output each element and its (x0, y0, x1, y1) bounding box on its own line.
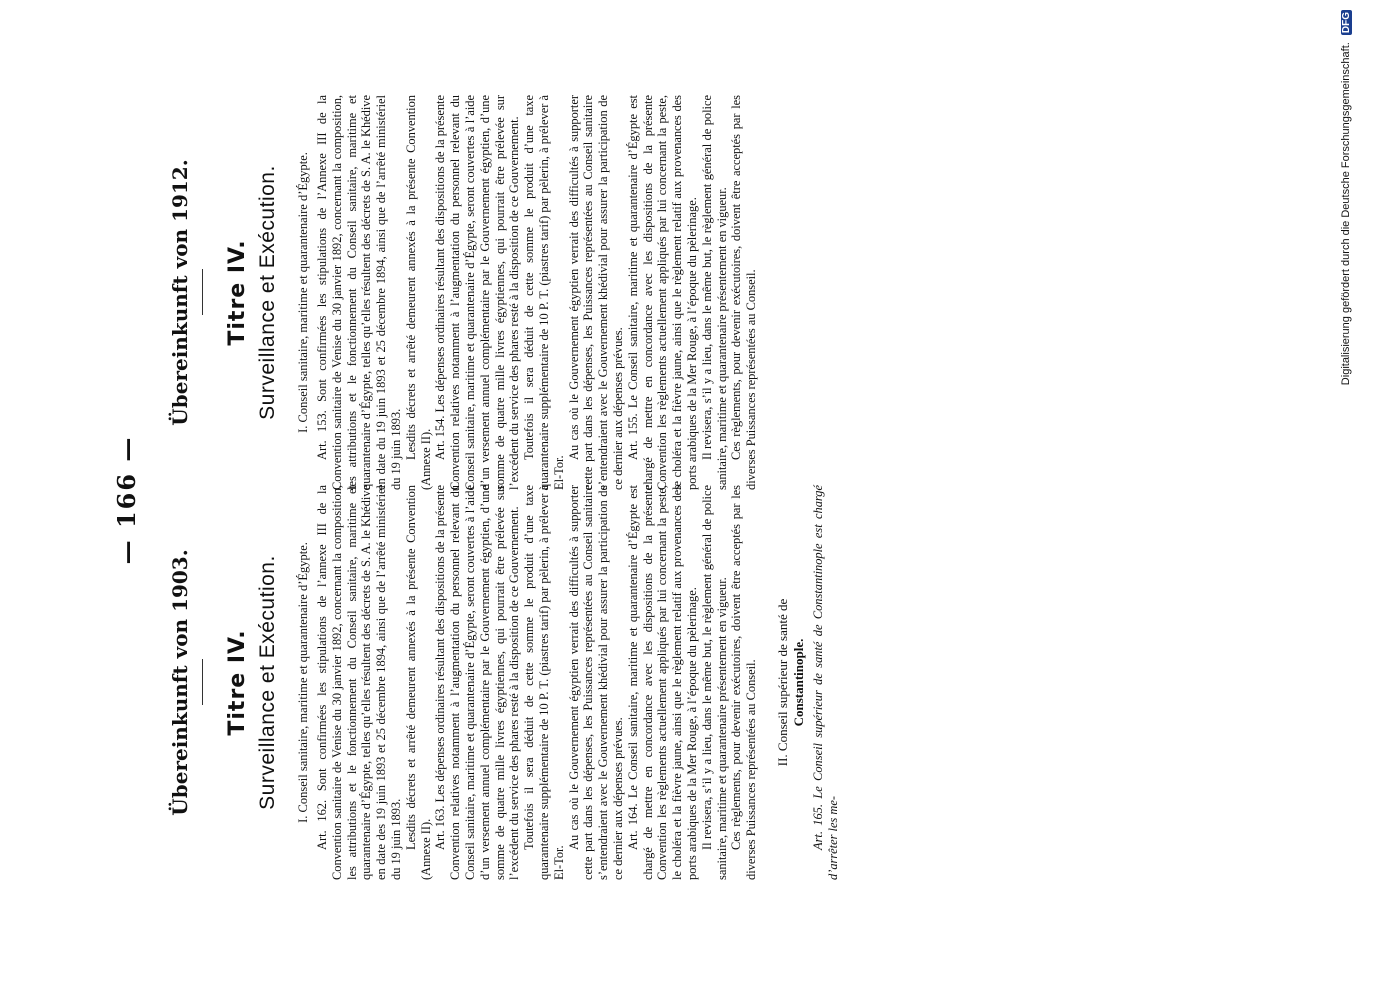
dfg-logo: DFG (1341, 12, 1352, 34)
column-1903 (150, 485, 841, 880)
subtitle-heading: Surveillance et Exécution. (256, 555, 279, 810)
section-heading: I. Conseil sanitaire, maritime et quarantenaire d’Égypte. (296, 542, 310, 823)
paragraph: Au cas où le Gouvernement égyptien verrait des difficultés à supporter cette part dans les dépenses, les Puissances représentées au Conseil sanitaire s’entendraient avec le Gouvernement khédivial pour assurer la participation de ce dernier aux dépenses prévues. (566, 95, 625, 490)
title-heading: Titre IV. (225, 239, 250, 346)
paragraph: Lesdits décrets et arrêté demeurent annexés à la présente Convention (Annexe II). (403, 95, 433, 490)
paragraph: Ces règlements, pour devenir exécutoires, doivent être acceptés par les diverses Puissances représentées au Conseil. (729, 485, 759, 880)
paragraph: Art. 153. Sont confirmées les stipulations de l’Annexe III de la Convention sanitaire de Venise du 30 janvier 1892, concernant la composition, les attributions et le fonctionnement du Conseil sanitaire, maritime et quarantenaire d’Égypte, telles qu’elles résultent des décrets de S. A. le Khédive en date du 19 juin 1893 et 25 décembre 1894, ainsi que de l’arrêté ministériel du 19 juin 1893. (315, 95, 403, 490)
paragraph: Toutefois il sera déduit de cette somme le produit d’une taxe quarantenaire supplémentaire de 10 P. T. (piastres tarif) par pèlerin, à prélever à El-Tor. (522, 95, 566, 490)
section-heading-2 (775, 505, 807, 860)
paragraph: Art. 154. Les dépenses ordinaires résultant des dispositions de la présente Convention relatives notamment à l’augmentation du personnel relevant du Conseil sanitaire, maritime et quarantenaire d’Égypte, seront couvertes à l’aide d’un versement annuel complémentaire par le Gouvernement égyptien, d’une somme de quatre mille livres égyptiennes, qui pourrait être prélevée sur l’excédent du service des phares resté à la disposition de ce Gouvernement. (433, 95, 522, 490)
section-heading: I. Conseil sanitaire, maritime et quarantenaire d’Égypte. (296, 152, 310, 433)
paragraph: Art. 162. Sont confirmées les stipulations de l’annexe III de la Convention sanitaire de Venise du 30 janvier 1892, concernant la composition, les attributions et le fonctionnement du Conseil sanitaire, maritime et quarantenaire d’Égypte, telles qu’elles résultent des décrets de S. A. le Khédive en date des 19 juin 1893 et 25 décembre 1894, ainsi que de l’arrêté ministériel du 19 juin 1893. (315, 485, 403, 880)
subtitle-heading: Surveillance et Exécution. (256, 165, 279, 420)
header-rule (202, 270, 203, 316)
column-header: Übereinkunft von 1912. (168, 159, 192, 426)
attribution-text: Digitalisierung gefördert durch die Deutsche Forschungsgemeinschaft. (1340, 42, 1352, 386)
section-heading-2-line2: Constantinople. (790, 638, 806, 727)
column-1912 (150, 95, 759, 490)
section-heading-2-line1: II. Conseil supérieur de santé de (774, 598, 790, 767)
paragraph: Art. 163. Les dépenses ordinaires résultant des dispositions de la présente Convention relatives notamment à l’augmentation du personnel relevant du Conseil sanitaire, maritime et quarantenaire d’Égypte, seront couvertes à l’aide d’un versement annuel complémentaire par le Gouvernement égyptien, d’une somme de quatre mille livres égyptiennes, qui pourrait être prélevée sur l’excédent du service des phares resté à la disposition de ce Gouvernement. (433, 485, 522, 880)
paragraph: Au cas où le Gouvernement égyptien verrait des difficultés à supporter cette part dans les dépenses, les Puissances représentées au Conseil sanitaire s’entendraient avec le Gouvernement khédivial pour assurer la participation de ce dernier aux dépenses prévues. (566, 485, 625, 880)
header-rule (202, 660, 203, 706)
paragraph: Ces règlements, pour devenir exécutoires, doivent être acceptés par les diverses Puissances représentées au Conseil. (729, 95, 759, 490)
paragraph: Lesdits décrets et arrêté demeurent annexés à la présente Convention (Annexe II). (403, 485, 433, 880)
paragraph: Toutefois il sera déduit de cette somme le produit d’une taxe quarantenaire supplémentaire de 10 P. T. (piastres tarif) par pèlerin, à prélever à El-Tor. (522, 485, 566, 880)
page-number: — 166 — (112, 435, 141, 565)
paragraph: Il revisera, s’il y a lieu, dans le même but, le règlement général de police sanitaire, maritime et quarantenaire présentement en vigueur. (699, 485, 729, 880)
column-header: Übereinkunft von 1903. (168, 549, 192, 816)
paragraph: Art. 155. Le Conseil sanitaire, maritime et quarantenaire d’Égypte est chargé de mettre en concordance avec les dispositions de la présente Convention les règlements actuellement appliqués par lui concernant la peste, le choléra et la fièvre jaune, ainsi que le règlement relatif aux provenances des ports arabiques de la Mer Rouge, à l’époque du pèlerinage. (625, 95, 699, 490)
title-heading: Titre IV. (225, 629, 250, 736)
paragraph-continued: Art. 165. Le Conseil supérieur de santé de Constantinople est chargé d’arrêter les me- (810, 485, 840, 880)
paragraph: Il revisera, s’il y a lieu, dans le même but, le règlement général de police sanitaire, maritime et quarantenaire présentement en vigueur. (699, 95, 729, 490)
paragraph: Art. 164. Le Conseil sanitaire, maritime et quarantenaire d’Égypte est chargé de mettre en concordance avec les dispositions de la présente Convention les règlements actuellement appliqués par lui concernant la peste, le choléra et la fièvre jaune, ainsi que le règlement relatif aux provenances des ports arabiques de la Mer Rouge, à l’époque du pèlerinage. (625, 485, 699, 880)
funding-attribution (1340, 10, 1352, 990)
